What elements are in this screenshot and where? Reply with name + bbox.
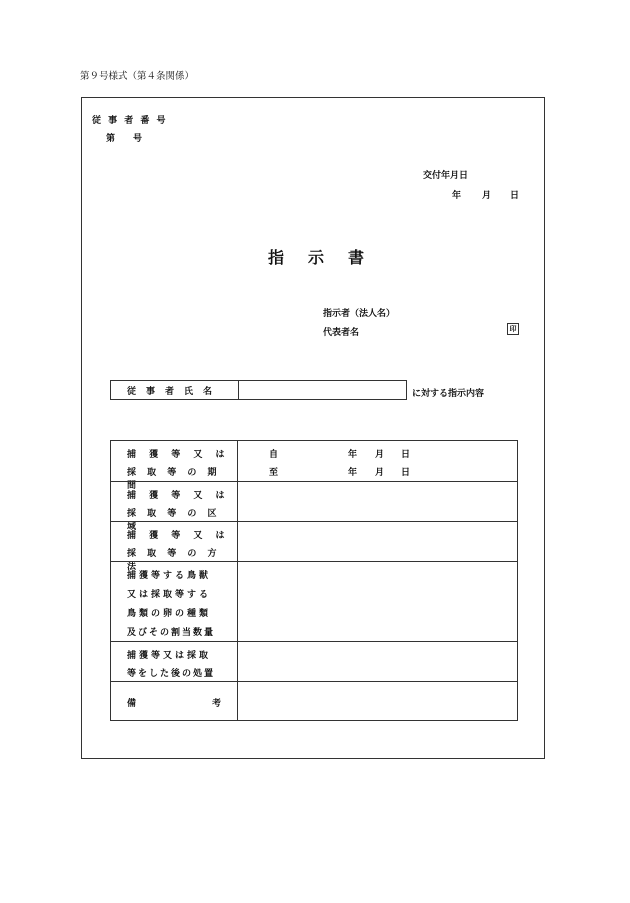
remarks-label-left: 備 — [127, 699, 137, 709]
instruction-table — [110, 440, 518, 721]
disposal-label-line-1: 捕獲等又は採取 — [127, 651, 212, 661]
period-from-year: 年 — [348, 450, 358, 460]
issue-date-month: 月 — [482, 191, 492, 201]
period-to-day: 日 — [401, 468, 411, 478]
period-from-month: 月 — [375, 450, 385, 460]
period-from: 自 — [269, 450, 279, 460]
seal-mark: 印 — [507, 323, 519, 335]
issuer-label: 指示者（法人名） — [323, 309, 396, 319]
representative-label: 代表者名 — [323, 328, 360, 338]
remarks-label — [111, 682, 238, 720]
worker-number-line: 第 号 — [106, 134, 143, 144]
species-label-line-2: 又は採取等する — [127, 590, 212, 600]
species-label-line-4: 及びその割当数量 — [127, 628, 216, 638]
table-row-area — [111, 481, 517, 532]
species-label-line-3: 鳥類の卵の種類 — [127, 609, 212, 619]
table-row-method — [111, 521, 517, 572]
issue-date-label: 交付年月日 — [423, 171, 469, 181]
disposal-label — [111, 642, 238, 681]
table-row-remarks — [111, 681, 517, 720]
form-number-label: 第９号様式（第４条関係） — [80, 71, 195, 82]
area-label-line-2: 採 取 等 の 区 域 — [127, 509, 221, 532]
method-label — [111, 522, 238, 572]
issue-date-year: 年 — [452, 191, 462, 201]
table-row-disposal — [111, 641, 517, 681]
period-label-line-1: 捕 獲 等 又 は — [127, 450, 230, 460]
period-to-year: 年 — [348, 468, 358, 478]
period-label-line-2: 採 取 等 の 期 間 — [127, 468, 221, 491]
period-to-month: 月 — [375, 468, 385, 478]
remarks-label-right: 考 — [212, 699, 222, 709]
issue-date-day: 日 — [510, 191, 520, 201]
worker-name-box — [110, 380, 407, 400]
area-label — [111, 482, 238, 532]
period-from-day: 日 — [401, 450, 411, 460]
table-row-period — [111, 441, 517, 491]
area-label-line-1: 捕 獲 等 又 は — [127, 491, 230, 501]
worker-number-title: 従 事 者 番 号 — [92, 116, 168, 126]
disposal-label-line-2: 等をした後の処置 — [127, 669, 216, 679]
period-to: 至 — [269, 468, 279, 478]
period-label — [111, 441, 238, 491]
species-label-line-1: 捕獲等する鳥獣 — [127, 571, 212, 581]
method-label-line-2: 採 取 等 の 方 法 — [127, 549, 221, 572]
document-title: 指示書 — [268, 248, 389, 267]
method-label-line-1: 捕 獲 等 又 は — [127, 531, 230, 541]
instruction-suffix: に対する指示内容 — [412, 389, 485, 399]
worker-name-label: 従事者氏名 — [111, 381, 239, 399]
table-row-species — [111, 561, 517, 641]
species-label — [111, 562, 238, 641]
